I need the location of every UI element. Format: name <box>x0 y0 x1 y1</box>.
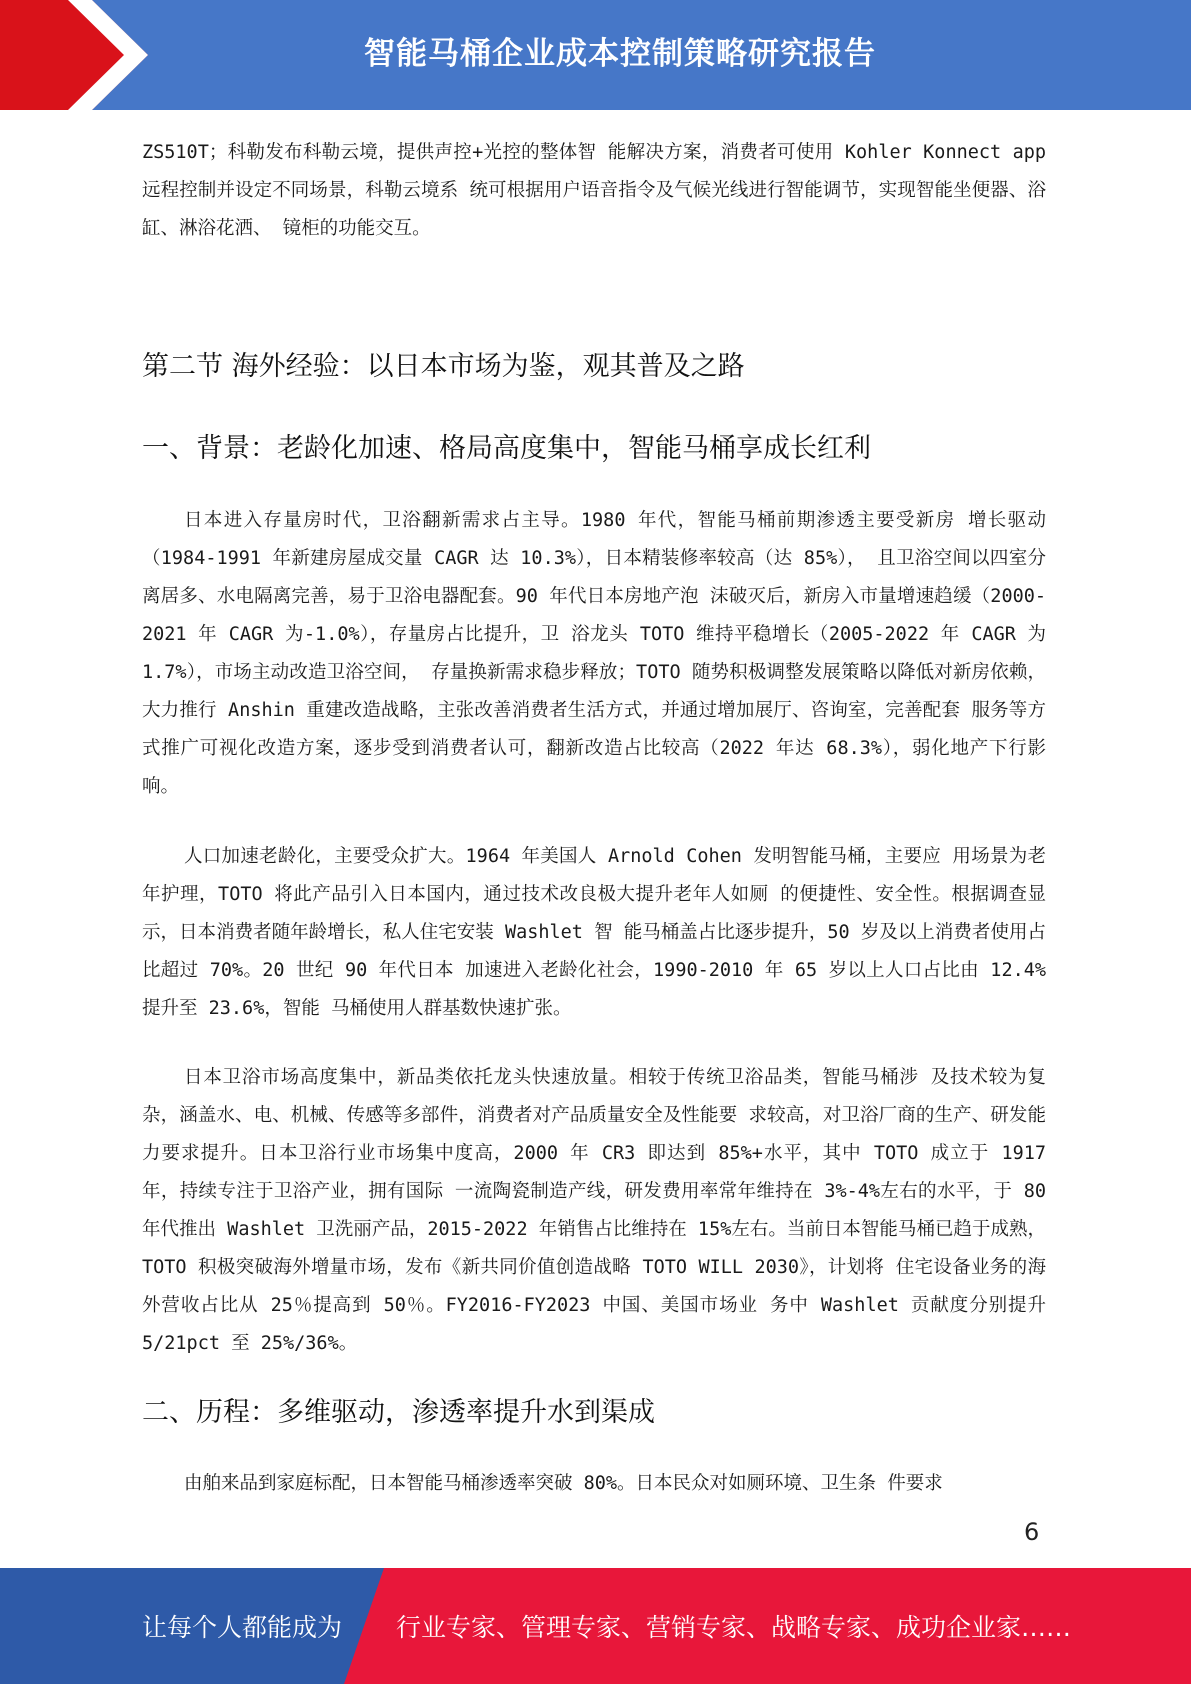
paragraph-text: 由舶来品到家庭标配，日本智能马桶渗透率突破 80%。日本民众对如厕环境、卫生条 件要求 <box>184 1473 943 1494</box>
footer-banner <box>0 1568 1191 1684</box>
subsection-title-history: 二、历程：多维驱动，渗透率提升水到渠成 <box>142 1397 655 1428</box>
paragraph-text: 人口加速老龄化，主要受众扩大。1964 年美国人 Arnold Cohen 发明智能马桶，主要应 用场景为老年护理，TOTO 将此产品引入日本国内，通过技术改良极大提升老年人如厕 的便捷性、安全性。根据调查显示，日本消费者随年龄增长，私人住宅安装 Washlet 智 能马桶盖占比逐步提升，50 岁及以上消费者使用占比超过 70%。20 世纪 90 年代日本 加速进入老龄化社会，1990-2010 年 65 岁以上人口占比由 12.4%提升至 23.6%，智能 马桶使用人群基数快速扩张。 <box>142 846 1046 1019</box>
paragraph-history <box>142 1465 1046 1503</box>
paragraph-aging <box>142 838 1046 1028</box>
intro-text: ZS510T；科勒发布科勒云境，提供声控+光控的整体智 能解决方案，消费者可使用 Kohler Konnect app 远程控制并设定不同场景，科勒云境系 统可根据用户语音指令及气候光线进行智能调节，实现智能坐便器、浴缸、淋浴花洒、 镜柜的功能交互。 <box>142 142 1046 239</box>
header-banner <box>0 0 1191 110</box>
document-title: 智能马桶企业成本控制策略研究报告 <box>364 36 876 72</box>
page-number: 6 <box>1024 1518 1040 1546</box>
paragraph-text: 日本进入存量房时代，卫浴翻新需求占主导。1980 年代，智能马桶前期渗透主要受新房 增长驱动（1984-1991 年新建房屋成交量 CAGR 达 10.3%），日本精装修率较高（达 85%）， 且卫浴空间以四室分离居多、水电隔离完善，易于卫浴电器配套。90 年代日本房地产泡 沫破灭后，新房入市量增速趋缓（2000-2021 年 CAGR 为-1.0%），存量房占比提升，卫 浴龙头 TOTO 维持平稳增长（2005-2022 年 CAGR 为 1.7%），市场主动改造卫浴空间， 存量换新需求稳步释放；TOTO 随势积极调整发展策略以降低对新房依赖，大力推行 Anshin 重建改造战略，主张改善消费者生活方式，并通过增加展厅、咨询室，完善配套 服务等方式推广可视化改造方案，逐步受到消费者认可，翻新改造占比较高（2022 年达 68.3%），弱化地产下行影响。 <box>142 510 1046 797</box>
footer-slogan-right: 行业专家、管理专家、营销专家、战略专家、成功企业家…… <box>396 1613 1072 1642</box>
footer-slogan-left: 让每个人都能成为 <box>142 1613 343 1642</box>
section-title: 第二节 海外经验：以日本市场为鉴，观其普及之路 <box>142 351 745 382</box>
header-chevron-decoration <box>0 0 160 110</box>
paragraph-market <box>142 1059 1046 1363</box>
subsection-title-background: 一、背景：老龄化加速、格局高度集中，智能马桶享成长红利 <box>142 433 871 464</box>
paragraph-housing <box>142 502 1046 806</box>
paragraph-text: 日本卫浴市场高度集中，新品类依托龙头快速放量。相较于传统卫浴品类，智能马桶涉 及技术较为复杂，涵盖水、电、机械、传感等多部件，消费者对产品质量安全及性能要 求较高，对卫浴厂商的生产、研发能力要求提升。日本卫浴行业市场集中度高，2000 年 CR3 即达到 85%+水平，其中 TOTO 成立于 1917 年，持续专注于卫浴产业，拥有国际 一流陶瓷制造产线，研发费用率常年维持在 3%-4%左右的水平，于 80 年代推出 Washlet 卫洗丽产品，2015-2022 年销售占比维持在 15%左右。当前日本智能马桶已趋于成熟， TOTO 积极突破海外增量市场，发布《新共同价值创造战略 TOTO WILL 2030》，计划将 住宅设备业务的海外营收占比从 25％提高到 50％。FY2016-FY2023 中国、美国市场业 务中 Washlet 贡献度分别提升 5/21pct 至 25%/36%。 <box>142 1067 1046 1354</box>
intro-paragraph <box>142 134 1046 248</box>
